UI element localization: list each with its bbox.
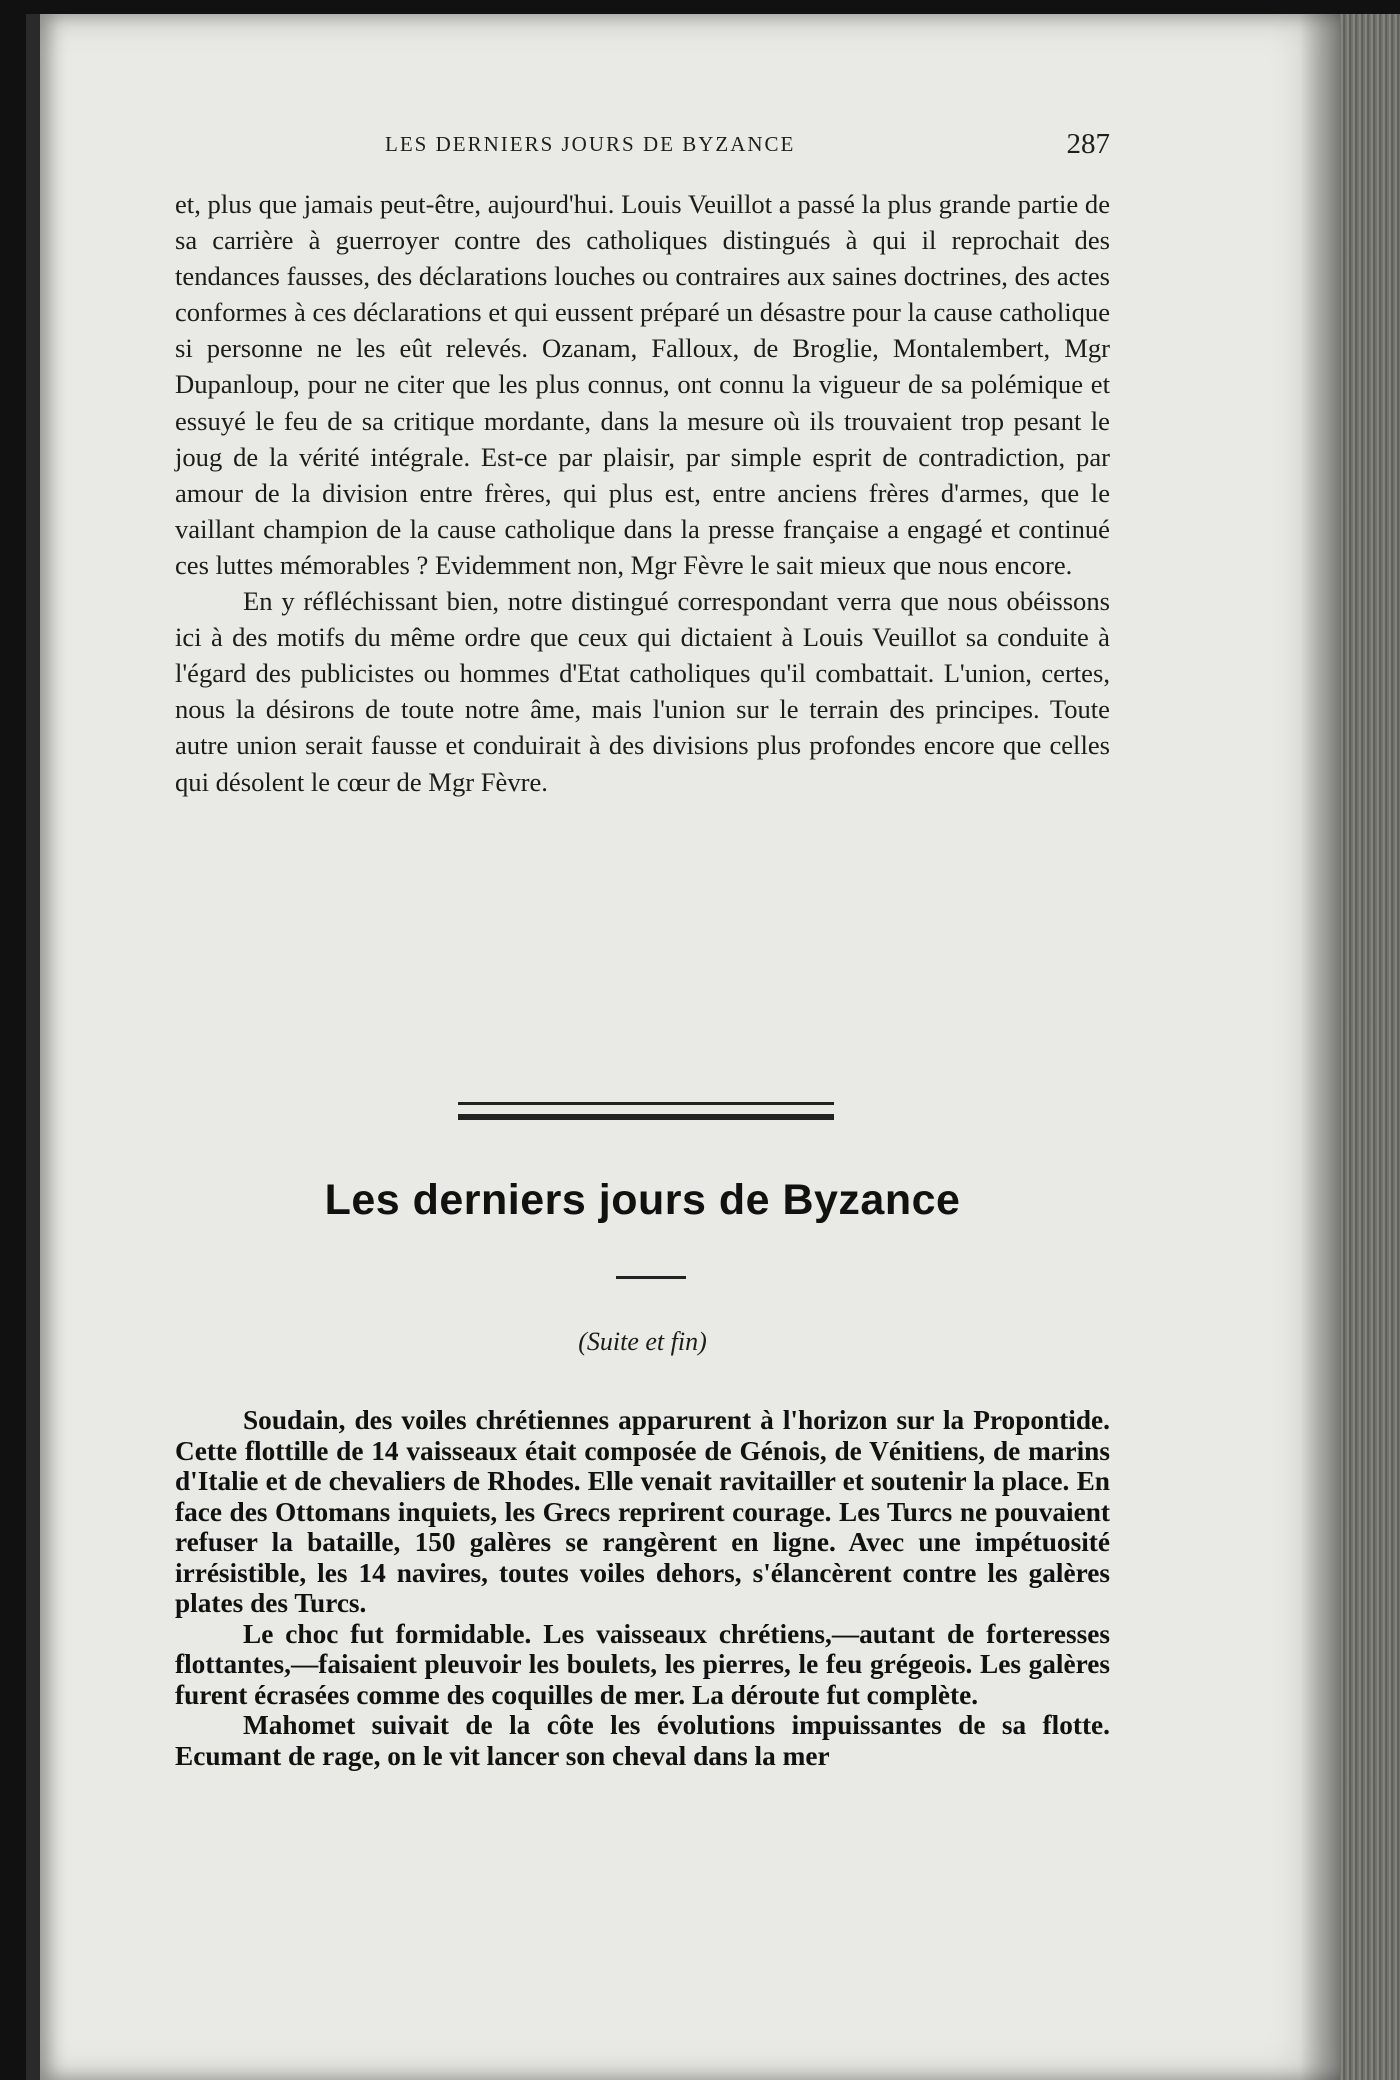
paragraph: et, plus que jamais peut-être, aujourd'hui. Louis Veuillot a passé la plus grande partie de sa carrière à guerroyer contre des catholiques distingués à qui il reprochait des tendances fausses, des déclarations louches ou contraires aux saines doctrines, des actes conformes à ces déclarations et qui eussent préparé un désastre pour la cause catholique si personne ne les eût relevés. Ozanam, Falloux, de Broglie, Montalembert, Mgr Dupanloup, pour ne citer que les plus connus, ont connu la vigueur de sa polémique et essuyé le feu de sa critique mordante, dans la mesure où ils trouvaient trop pesant le joug de la vérité intégrale. Est-ce par plaisir, par simple esprit de contradiction, par amour de la division entre frères, qui plus est, entre anciens frères d'armes, que le vaillant champion de la cause catholique dans la presse française a engagé et continué ces luttes mémorables ? Evidemment non, Mgr Fèvre le sait mieux que nous encore.	[175, 189, 1110, 580]
paragraph: En y réfléchissant bien, notre distingué correspondant verra que nous obéissons ici à des motifs du même ordre que ceux qui dictaient à Louis Veuillot sa conduite à l'égard des publicistes ou hommes d'Etat catholiques qu'il combattait. L'union, certes, nous la désirons de toute notre âme, mais l'union sur le terrain des principes. Toute autre union serait fausse et conduirait à des divisions plus profondes encore que celles qui désolent le cœur de Mgr Fèvre.	[175, 586, 1110, 797]
article-title: Les derniers jours de Byzance	[324, 1176, 961, 1224]
title-rule	[616, 1276, 686, 1279]
page-edges	[1340, 14, 1400, 2080]
previous-article-text	[175, 186, 1110, 800]
divider-line-thin	[458, 1102, 834, 1105]
section-divider	[458, 1102, 834, 1120]
paragraph: Soudain, des voiles chrétiennes apparurent à l'horizon sur la Propontide. Cette flottille de 14 vaisseaux était composée de Génois, de Vénitiens, de marins d'Italie et de chevaliers de Rhodes. Elle venait ravitailler et soutenir la place. En face des Ottomans inquiets, les Grecs reprirent courage. Les Turcs ne pouvaient refuser la bataille, 150 galères se rangèrent en ligne. Avec une impétuosité irrésistible, les 14 navires, toutes voiles dehors, s'élancèrent contre les galères plates des Turcs.	[175, 1405, 1110, 1618]
article-body	[175, 1405, 1110, 1771]
article-subtitle: (Suite et fin)	[578, 1327, 707, 1356]
gutter-shadow	[1300, 14, 1340, 2080]
paragraph: Le choc fut formidable. Les vaisseaux chrétiens,—autant de forteresses flottantes,—faisaient pleuvoir les boulets, les pierres, le feu grégeois. Les galères furent écrasées comme des coquilles de mer. La déroute fut complète.	[175, 1618, 1110, 1710]
running-title: LES DERNIERS JOURS DE BYZANCE	[385, 132, 796, 156]
page-number: 287	[1066, 128, 1110, 160]
running-head	[175, 128, 1110, 168]
paragraph: Mahomet suivait de la côte les évolutions impuissantes de sa flotte. Ecumant de rage, on le vit lancer son cheval dans la mer	[175, 1710, 1110, 1771]
binding-edge	[26, 14, 40, 2080]
divider-line-thick	[458, 1114, 834, 1120]
